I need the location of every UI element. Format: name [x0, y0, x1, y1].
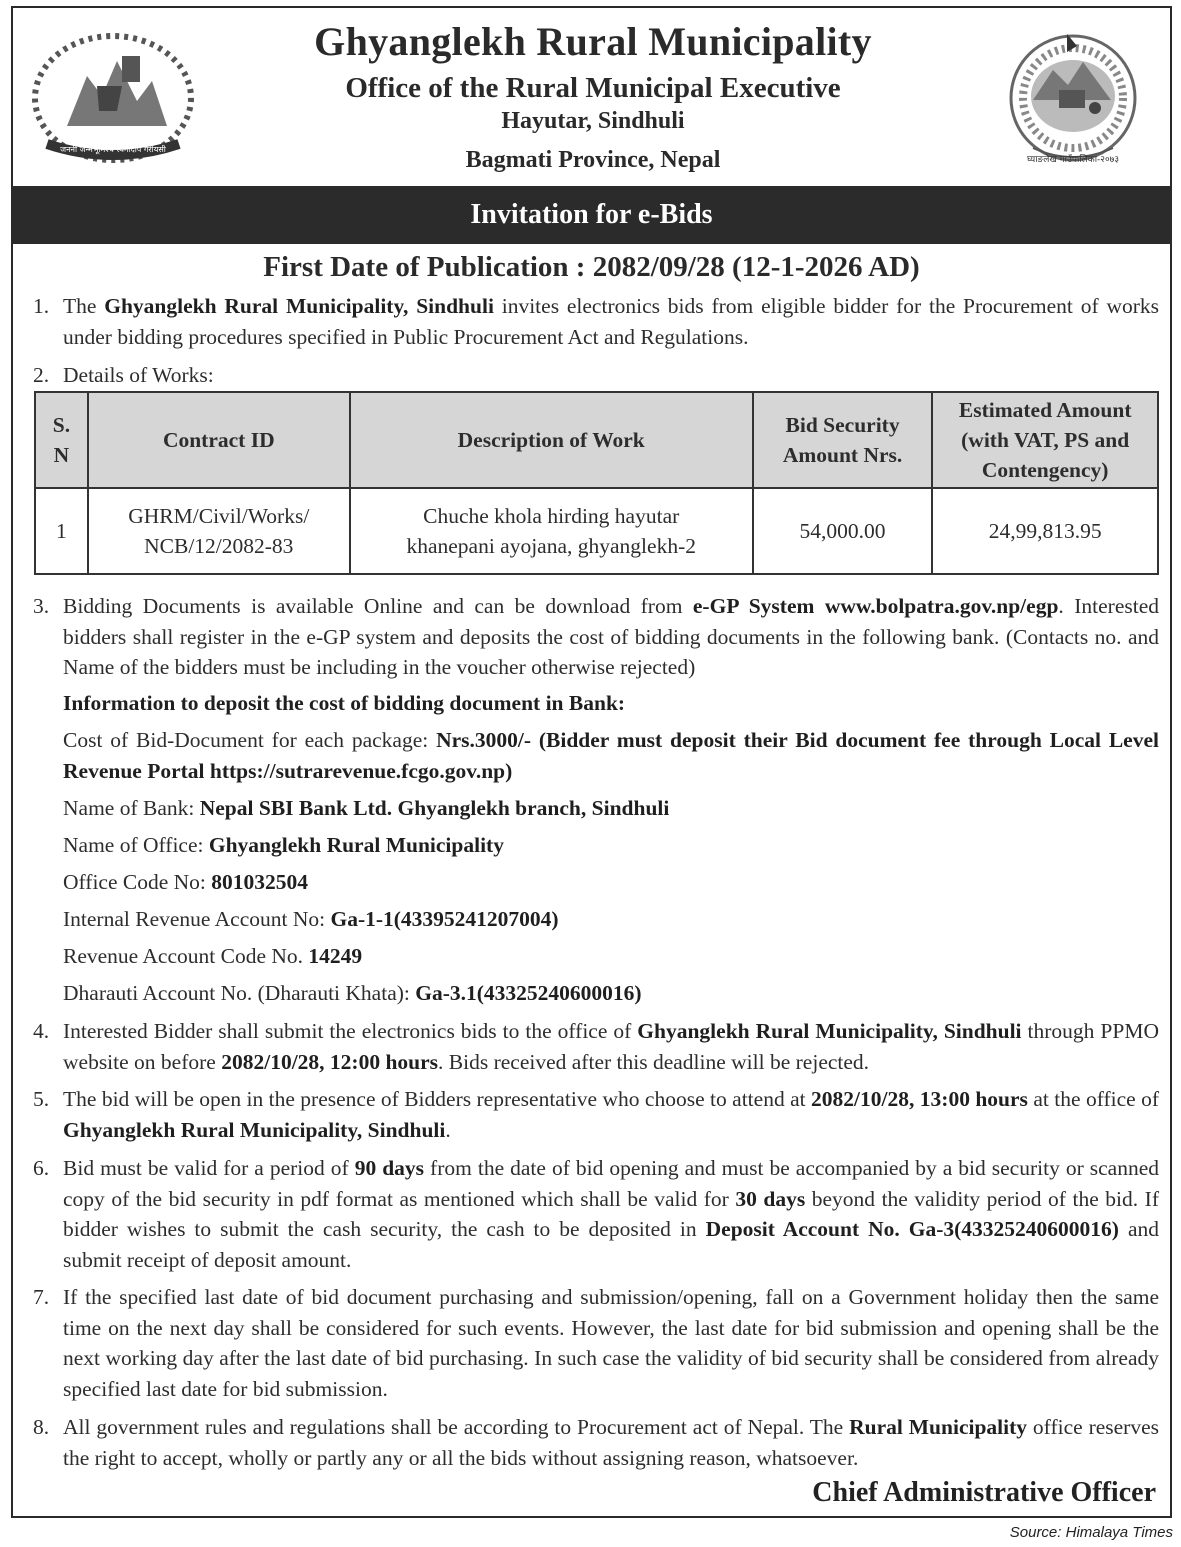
revenue-code-line: Revenue Account Code No. 14249 [63, 944, 363, 968]
item-2-text: Details of Works: [63, 363, 214, 387]
municipality-seal-icon [1003, 30, 1143, 170]
notice-header [13, 8, 1170, 186]
item-7-text: If the specified last date of bid document purchasing and submission/opening, fall on a Government holiday then the same time on the next day shall be considered for such events. However, the last date for bid submission and opening shall be the next working day after the last date of bid purchasing. In such case the validity of bid security shall be considered from already specified last date for bid submission. [63, 1285, 1159, 1401]
municipality-title: Ghyanglekh Rural Municipality [314, 19, 872, 64]
item-number: 8. [33, 1415, 50, 1439]
signature-title: Chief Administrative Officer [812, 1477, 1156, 1508]
office-code-line: Office Code No: 801032504 [63, 870, 309, 894]
item-number: 6. [33, 1156, 50, 1180]
item-number: 2. [33, 363, 50, 387]
dharauti-account-line: Dharauti Account No. (Dharauti Khata): Ga-3.1(43325240600016) [63, 981, 642, 1005]
item-6-text: Bid must be valid for a period of 90 days from the date of bid opening and must be accompanied by a bid security or scanned copy of the bid security in pdf format as mentioned which shall be valid for 30 days beyond the validity period of the bid. If bidder wishes to submit the cash security, the cash to be deposited in Deposit Account No. Ga-3(43325240600016) and submit receipt of deposit amount. [63, 1156, 1159, 1272]
province: Bagmati Province, Nepal [465, 147, 721, 173]
item-number: 7. [33, 1285, 50, 1309]
svg-text:घ्याङलेख गाउँपालिका-२०७३: घ्याङलेख गाउँपालिका-२०७३ [1026, 155, 1120, 165]
bank-info-heading: Information to deposit the cost of bidding document in Bank: [63, 691, 626, 715]
table-header-row [35, 392, 1158, 488]
item-3-text: Bidding Documents is available Online and can be download from e-GP System www.bolpatra.gov.np/egp. Interested bidders shall register in the e-GP system and deposits the cost of bidding documents in the following bank. (Contacts no. and Name of the bidders must be including in the voucher otherwise rejected) [63, 594, 1159, 679]
bank-name-line: Name of Bank: Nepal SBI Bank Ltd. Ghyanglekh branch, Sindhuli [63, 796, 670, 820]
item-1-text: The Ghyanglekh Rural Municipality, Sindhuli invites electronics bids from eligible bidder for the Procurement of works under bidding procedures specified in Public Procurement Act and Regulations. [63, 294, 1159, 349]
item-8-text: All government rules and regulations shall be according to Procurement act of Nepal. The Rural Municipality office reserves the right to accept, wholly or partly any or all the bids without assigning reason, whatsoever. [63, 1415, 1160, 1470]
col-sn: S. N [35, 392, 88, 488]
internal-revenue-line: Internal Revenue Account No: Ga-1-1(43395241207004) [63, 907, 559, 931]
item-number: 5. [33, 1087, 50, 1111]
works-table [34, 391, 1159, 575]
col-estimated-amount: Estimated Amount (with VAT, PS and Contengency) [932, 392, 1158, 488]
office-title: Office of the Rural Municipal Executive [345, 72, 841, 104]
cell-bid-security: 54,000.00 [753, 488, 933, 574]
nepal-emblem-icon [27, 26, 199, 168]
item-number: 1. [33, 294, 50, 318]
item-5-text: The bid will be open in the presence of Bidders representative who choose to attend at 2082/10/28, 13:00 hours at the office of Ghyanglekh Rural Municipality, Sindhuli. [63, 1087, 1160, 1142]
col-description: Description of Work [350, 392, 753, 488]
source-credit: Source: Himalaya Times [1009, 1524, 1173, 1541]
cell-contract-id: GHRM/Civil/Works/ NCB/12/2082-83 [88, 488, 350, 574]
office-name-line: Name of Office: Ghyanglekh Rural Municipality [63, 833, 504, 857]
col-bid-security: Bid Security Amount Nrs. [753, 392, 933, 488]
item-number: 4. [33, 1019, 50, 1043]
svg-text:जननी जन्मभूमिश्च स्वर्गादपि गर: जननी जन्मभूमिश्च स्वर्गादपि गरीयसी [60, 145, 166, 154]
col-contract-id: Contract ID [88, 392, 350, 488]
publication-date: First Date of Publication : 2082/09/28 (12-1-2026 AD) [263, 251, 920, 283]
item-4-text: Interested Bidder shall submit the electronics bids to the office of Ghyanglekh Rural Municipality, Sindhuli through PPMO website on before 2082/10/28, 12:00 hours. Bids received after this deadline will be rejected. [63, 1019, 1159, 1074]
item-number: 3. [33, 594, 50, 618]
bank-cost-line: Cost of Bid-Document for each package: Nrs.3000/- (Bidder must deposit their Bid document fee through Local Level Revenue Portal https://sutrarevenue.fcgo.gov.np) [63, 728, 1159, 783]
notice-frame [11, 6, 1172, 1518]
invitation-banner: Invitation for e-Bids [13, 186, 1170, 244]
address: Hayutar, Sindhuli [501, 108, 685, 134]
cell-description: Chuche khola hirding hayutar khanepani ayojana, ghyanglekh-2 [350, 488, 753, 574]
table-row [35, 488, 1158, 574]
cell-estimated-amount: 24,99,813.95 [932, 488, 1158, 574]
cell-sn: 1 [35, 488, 88, 574]
